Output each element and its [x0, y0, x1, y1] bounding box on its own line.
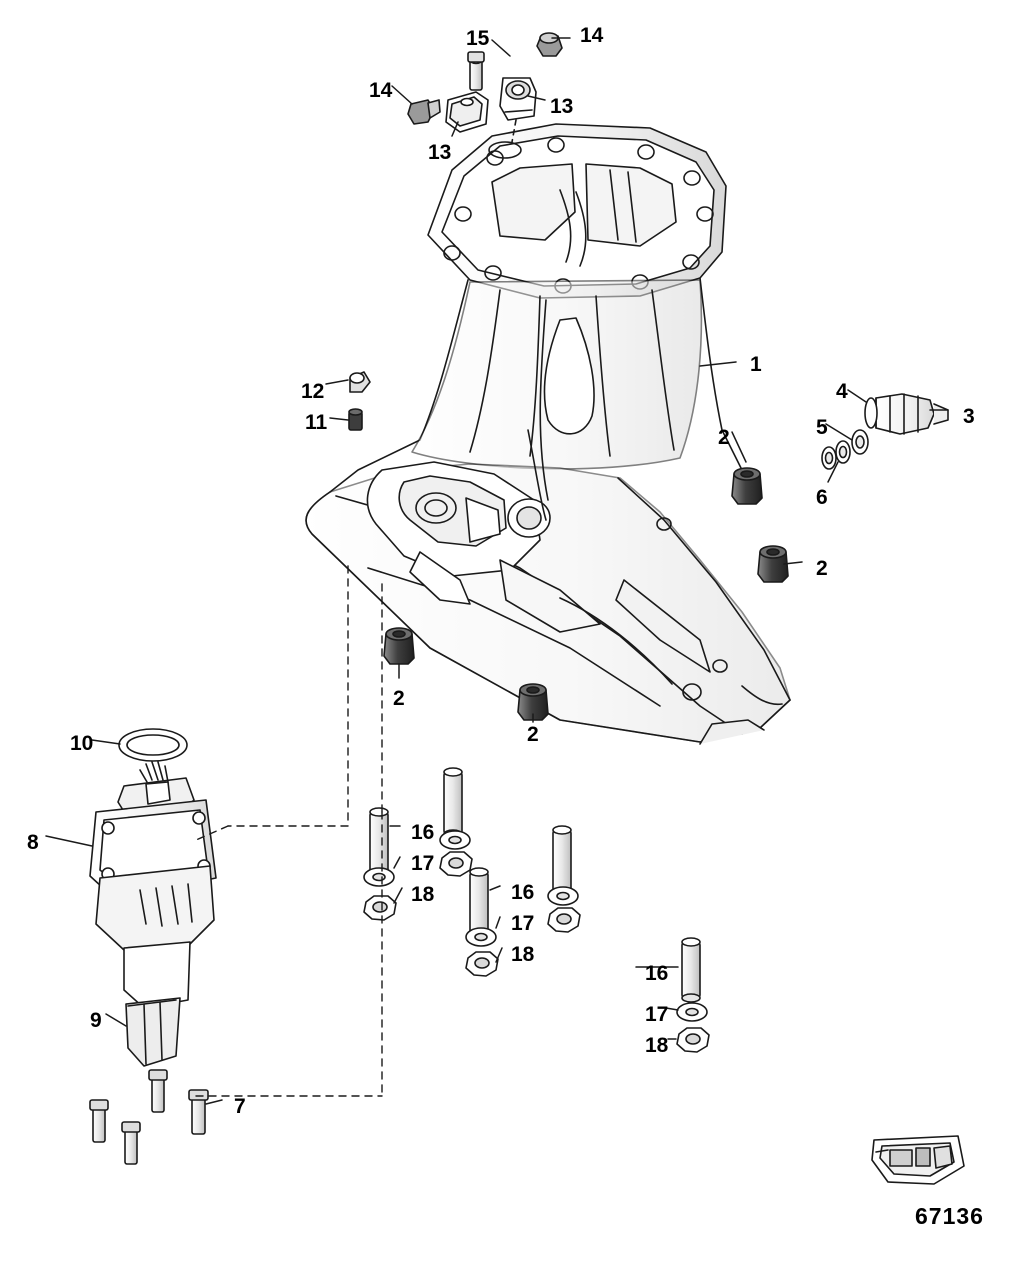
callout-10: 10	[70, 732, 94, 755]
callout-1: 1	[750, 353, 762, 376]
callout-17-c: 17	[645, 1003, 669, 1026]
callout-15: 15	[466, 27, 490, 50]
callout-18-b: 18	[511, 943, 535, 966]
callout-7: 7	[234, 1095, 246, 1118]
callout-3: 3	[963, 405, 975, 428]
figure-number: 67136	[915, 1203, 984, 1229]
callout-13-right: 13	[550, 95, 574, 118]
callout-8: 8	[27, 831, 39, 854]
callout-18-c: 18	[645, 1034, 669, 1057]
callout-16-a: 16	[411, 821, 435, 844]
callout-6: 6	[816, 486, 828, 509]
callout-9: 9	[90, 1009, 102, 1032]
callout-17-a: 17	[411, 852, 435, 875]
callout-17-b: 17	[511, 912, 535, 935]
callout-14-top: 14	[580, 24, 604, 47]
callout-11: 11	[305, 411, 328, 434]
callout-16-b: 16	[511, 881, 535, 904]
callout-12: 12	[301, 380, 325, 403]
callout-13-left: 13	[428, 141, 452, 164]
callout-4: 4	[836, 380, 848, 403]
callout-14-left: 14	[369, 79, 393, 102]
callout-2-lower-right: 2	[816, 557, 828, 580]
callout-2-center: 2	[527, 723, 539, 746]
callout-2-left: 2	[393, 687, 405, 710]
callout-5: 5	[816, 416, 828, 439]
callout-18-a: 18	[411, 883, 435, 906]
callout-2-upper-right: 2	[718, 426, 730, 449]
callout-16-c: 16	[645, 962, 669, 985]
